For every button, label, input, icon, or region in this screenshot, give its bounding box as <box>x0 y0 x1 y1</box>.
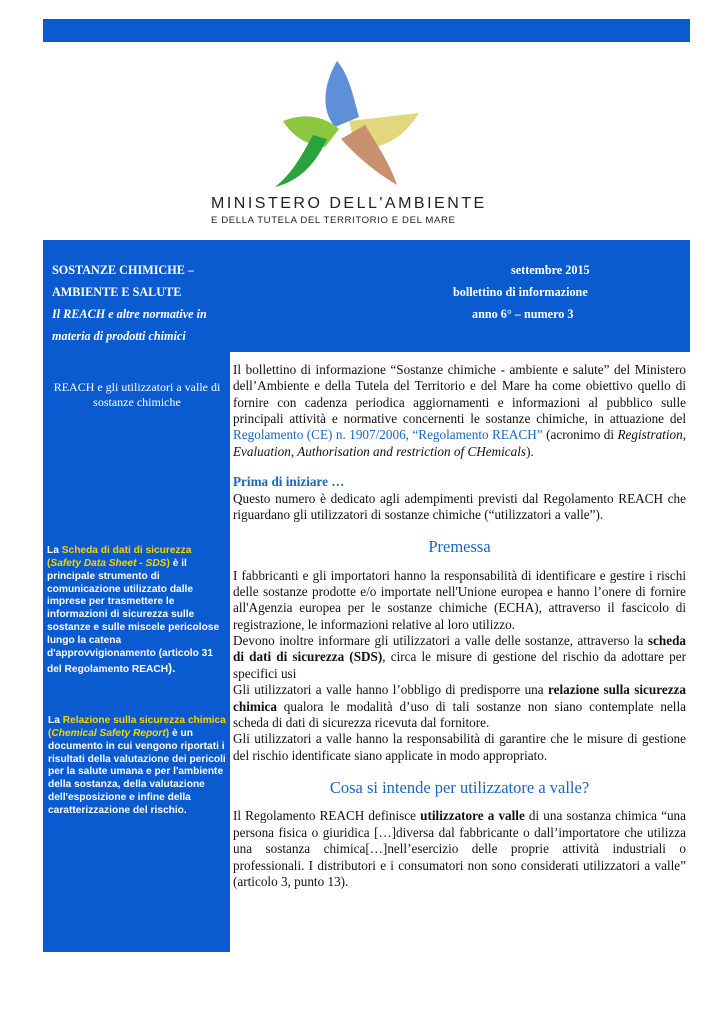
sds-term: Scheda di dati di sicurezza <box>61 545 192 556</box>
utilizzatore-emphasis: utilizzatore a valle <box>420 808 525 824</box>
csr-acronym: Chemical Safety Report <box>51 727 166 739</box>
prima-di-iniziare-heading: Prima di iniziare … <box>233 474 345 490</box>
sidebar-topic: REACH e gli utilizzatori a valle di sostanze chimiche <box>53 380 221 410</box>
ministry-title: MINISTERO DELL'AMBIENTE <box>211 195 487 212</box>
ministry-subtitle: E DELLA TUTELA DEL TERRITORIO E DEL MARE <box>211 215 456 226</box>
intro-text: ). <box>526 443 534 459</box>
premessa-heading: Premessa <box>428 537 491 557</box>
header-date: settembre 2015 <box>511 263 590 277</box>
intro-text: (acronimo di <box>542 427 618 443</box>
csr-paren: ( <box>48 727 52 739</box>
header-topic-line1: SOSTANZE CHIMICHE – <box>52 263 194 277</box>
reach-regulation-link[interactable]: Regolamento (CE) n. 1907/2006, “Regolamento REACH” <box>233 427 543 443</box>
premessa-paragraph-2 <box>233 633 686 682</box>
intro-text: Il bollettino di informazione “Sostanze chimiche - ambiente e salute” del Ministero dell’Ambiente e della Tutela del Territorio e del Mare ha come obiettivo quello di fornire con cadenza periodica aggiornamenti e informazioni al pubblico sulle principali attività e normative concernenti le sostanze chimiche, in attuazione del <box>233 362 686 427</box>
csr-text: La <box>48 715 63 726</box>
header-topic-line3: Il REACH e altre normative in <box>52 307 207 321</box>
sds-text-end: ). <box>168 660 176 675</box>
header-bulletin: bollettino di informazione <box>453 285 588 299</box>
sds-text: La <box>47 545 62 556</box>
premessa-paragraph-1: I fabbricanti e gli importatori hanno la responsabilità di identificare e gestire i rischi delle sostanze prodotte e/o importate nell'Unione europea e hanno l’onere di fornire all'Agenzia europea per le sostanze chimiche (ECHA), attraverso il fascicolo di registrazione, le informazioni relative al loro utilizzo. <box>233 567 686 632</box>
top-color-bar <box>43 19 690 42</box>
premessa-paragraph-4: Gli utilizzatori a valle hanno la responsabilità di garantire che le misure di gestione del rischio identificate siano applicate in modo appropriato. <box>233 731 686 763</box>
intro-paragraph <box>233 362 686 460</box>
sds-paren: ( <box>47 557 51 569</box>
premessa-text: , circa le misure di gestione del rischio da adottare per specifici usi <box>233 649 686 681</box>
utilizzatore-paragraph <box>233 808 686 890</box>
main-content <box>233 362 686 890</box>
newsletter-header <box>43 240 690 352</box>
utilizzatore-text: di una sostanza chimica “una persona fisica o giuridica […]diversa dal fabbricante o dall’importatore che utilizza una sostanza chimica[…]nell’esercizio delle proprie attività industriali o professionali. I distributori e i consumatori non sono considerati utilizzatori a valle” (articolo 3, punto 13). <box>233 808 687 889</box>
header-issue: anno 6° – numero 3 <box>472 307 574 321</box>
utilizzatore-text: Il Regolamento REACH definisce <box>233 808 421 824</box>
utilizzatore-heading: Cosa si intende per utilizzatore a valle? <box>329 778 590 797</box>
premessa-text: qualora le modalità d’uso di tali sostanze non siano contemplate nella scheda di dati di sicurezza ricevuta dal fornitore. <box>233 698 686 730</box>
header-topic-line2: AMBIENTE E SALUTE <box>52 285 182 299</box>
sds-info-box <box>47 545 227 676</box>
header-topic-line4: materia di prodotti chimici <box>52 329 186 343</box>
csr-term: Relazione sulla sicurezza chimica <box>62 715 226 726</box>
star-logo-icon <box>263 55 423 195</box>
csr-paren: ) <box>165 727 170 739</box>
prima-di-iniziare-text: Questo numero è dedicato agli adempimenti previsti dal Regolamento REACH che riguardano gli utilizzatori di sostanze chimiche (“utilizzatori a valle”). <box>233 490 686 522</box>
ministry-logo <box>198 47 495 237</box>
sidebar <box>43 352 230 952</box>
sds-acronym: Safety Data Sheet - SDS <box>50 557 167 569</box>
reach-acronym-expansion: Registration, Evaluation, Authorisation and restriction of CHemicals <box>233 427 686 459</box>
csr-info-box <box>48 715 226 818</box>
premessa-text: Devono inoltre informare gli utilizzatori a valle delle sostanze, attraverso la <box>233 633 648 649</box>
csr-text: è un documento in cui vengono riportati i risultati della valutazione dei pericoli per la salute umana e per l'ambiente della sostanza, della valutazione dell'esposizione e infine della caratterizzazione del rischio. <box>48 727 226 816</box>
sds-emphasis: scheda di dati di sicurezza (SDS) <box>233 633 686 665</box>
sds-paren: ) <box>166 557 170 569</box>
premessa-paragraph-3 <box>233 682 686 731</box>
premessa-text: Gli utilizzatori a valle hanno l’obbligo di predisporre una <box>233 682 549 698</box>
csr-emphasis: relazione sulla sicurezza chimica <box>233 682 687 714</box>
sds-text: è il principale strumento di comunicazione utilizzato dalle imprese per trasmettere le informazioni di sicurezza sulle sostanze e sulle miscele pericolose lungo la catena d'approvvigionamento (articolo 31 del Regolamento REACH <box>47 557 220 675</box>
